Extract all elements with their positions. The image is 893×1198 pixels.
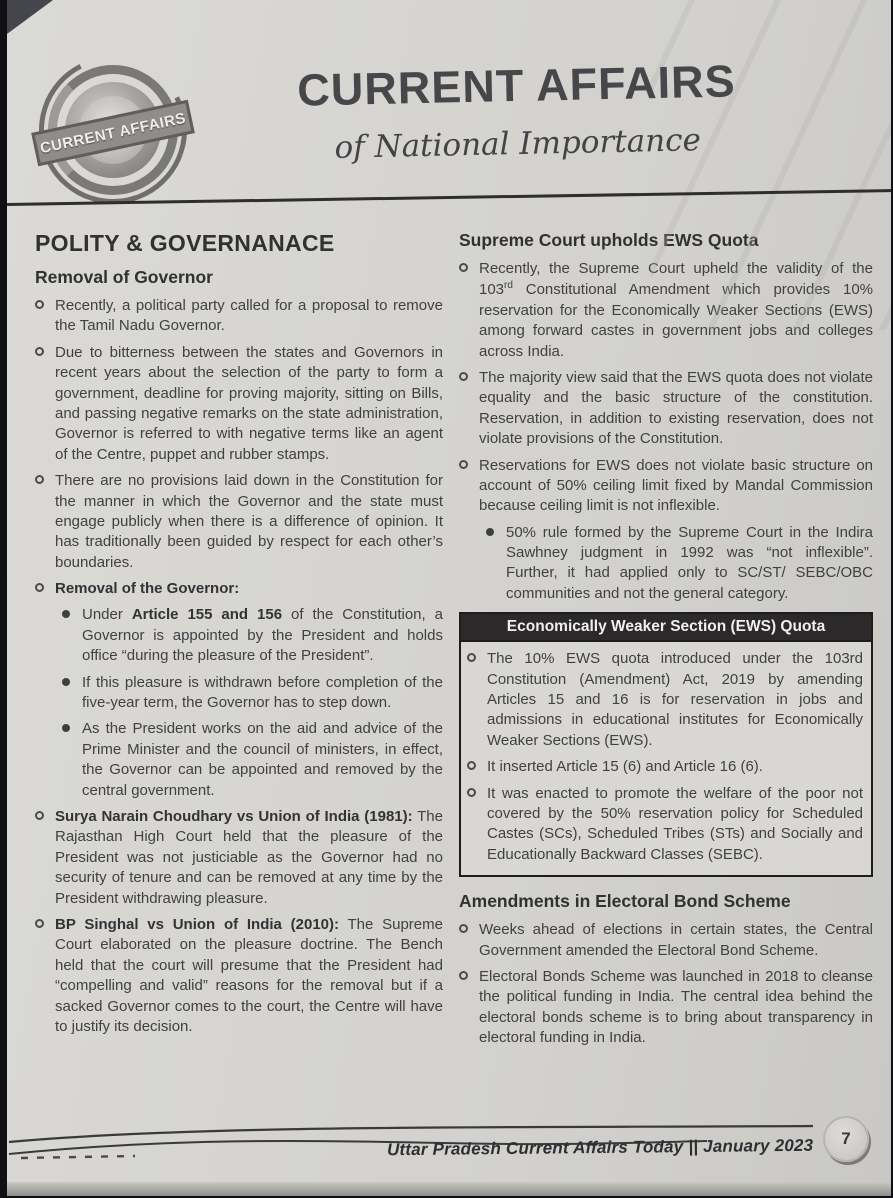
bullet-icon	[35, 579, 55, 599]
bullet-item	[467, 649, 863, 751]
ews-quota-info-box	[459, 612, 873, 877]
bullet-item	[486, 523, 873, 605]
current-affairs-stamp-logo	[39, 56, 187, 204]
bullet-icon	[35, 471, 55, 573]
removal-of-governor-list	[35, 296, 443, 1037]
bullet-text: Due to bitterness between the states and Governors in recent years about the selection of the party to form a government, deadline for proving majority, sitting on Bills, and passing negative remarks on the state administration, Governor is referred to with negative terms like an agent of the Centre, puppet and rubber stamps.	[55, 343, 443, 463]
header-titles	[236, 54, 798, 168]
bullet-item	[35, 471, 443, 573]
bullet-text: Surya Narain Choudhary vs Union of India (1981): The Rajasthan High Court held that the pleasure of the President was not justiciable as the Governor had no security of tenure and can be removed at any time by the President withdrawing pleasure.	[55, 807, 443, 907]
section-title-electoral-bond: Amendments in Electoral Bond Scheme	[459, 891, 791, 912]
bullet-text: 50% rule formed by the Supreme Court in the Indira Sawhney judgment in 1992 was “not inflexible”. Further, it had applied only to SC/ST/ SEBC/OBC communities and not the general category.	[506, 523, 873, 602]
info-box-body	[461, 642, 871, 875]
bullet-text: It was enacted to promote the welfare of the poor not covered by the 50% reservation policy for Scheduled Castes (SCs), Scheduled Tribes (STs) and Socially and Educationally Backward Classes (SEBC).	[487, 784, 863, 863]
bullet-icon	[35, 807, 55, 909]
bullet-text: Weeks ahead of elections in certain states, the Central Government amended the Electoral Bond Scheme.	[479, 921, 873, 959]
bullet-item	[35, 915, 443, 1037]
logo-banner-label: CURRENT AFFAIRS	[31, 100, 195, 167]
bullet-item	[62, 719, 443, 801]
bullet-text: There are no provisions laid down in the Constitution for the manner in which the Governor and the state must engage publicly when there is a difference of opinion. It has traditionally been guided by respect for each other’s boundaries.	[55, 472, 443, 571]
article-columns	[7, 212, 891, 1055]
scan-bottom-shadow	[7, 1182, 891, 1196]
page-number: 7	[841, 1129, 851, 1148]
bullet-icon	[62, 719, 82, 801]
page-subtitle: of National Importance	[334, 122, 702, 166]
scanned-magazine-page	[7, 0, 891, 1196]
bullet-icon	[459, 920, 479, 961]
bullet-icon	[459, 259, 479, 362]
bullet-item	[62, 673, 443, 714]
bullet-item	[467, 757, 863, 777]
page-number-badge	[823, 1116, 869, 1162]
bullet-item	[467, 784, 863, 866]
bullet-text: It inserted Article 15 (6) and Article 16 (6).	[487, 758, 763, 776]
bullet-icon	[62, 605, 82, 666]
bullet-text: The 10% EWS quota introduced under the 103rd Constitution (Amendment) Act, 2019 by amending Articles 15 and 16 is for reservation in jobs and admissions in educational institutes for Economically Weaker Sections (EWS).	[487, 650, 863, 749]
bullet-text: The majority view said that the EWS quota does not violate equality and the basic structure of the constitution. Reservation, in addition to existing reservation, does not violate provisions of the Constitution.	[479, 368, 873, 448]
footer-publication-title: Uttar Pradesh Current Affairs Today || January 2023	[386, 1135, 814, 1160]
info-box-title: Economically Weaker Section (EWS) Quota	[461, 614, 871, 642]
bullet-icon	[459, 456, 479, 517]
bullet-icon	[459, 967, 479, 1049]
bullet-text: BP Singhal vs Union of India (2010): The Supreme Court elaborated on the pleasure doctrine. The Bench held that the court will presume that the President had “compelling and valid” reasons for the removal but if a sacked Governor comes to the court, the Centre will have to justify its decision.	[55, 915, 443, 1035]
bullet-text: Recently, a political party called for a proposal to remove the Tamil Nadu Governor.	[55, 297, 443, 335]
bullet-text: Recently, the Supreme Court upheld the validity of the 103rd Constitutional Amendment which provides 10% reservation for the Economically Weaker Sections (EWS) among forward castes in government jobs and colleges across India.	[479, 260, 873, 360]
bullet-icon	[62, 673, 82, 714]
bullet-item	[35, 296, 443, 337]
bullet-icon	[486, 523, 506, 605]
page-footer	[7, 1108, 891, 1178]
page-header	[7, 0, 891, 212]
bullet-text: Reservations for EWS does not violate basic structure on account of 50% ceiling limit fixed by Mandal Commission because ceiling limit is not inflexible.	[479, 456, 873, 515]
bullet-text: Electoral Bonds Scheme was launched in 2018 to cleanse the political funding in India. The central idea behind the electoral bonds scheme is to bring about transparency in electoral funding in India.	[479, 967, 873, 1047]
electoral-bond-list	[459, 920, 873, 1048]
bullet-icon	[35, 915, 55, 1037]
bullet-icon	[35, 343, 55, 465]
bullet-text: If this pleasure is withdrawn before completion of the five-year term, the Governor has to step down.	[82, 673, 443, 712]
bullet-item	[459, 967, 873, 1049]
right-column	[459, 230, 873, 1055]
bullet-icon	[467, 784, 487, 866]
bullet-item	[35, 579, 443, 599]
bullet-item	[35, 807, 443, 909]
section-title-ews-quota: Supreme Court upholds EWS Quota	[459, 230, 759, 250]
bullet-item	[35, 343, 443, 465]
bullet-icon	[467, 757, 487, 777]
bullet-icon	[467, 649, 487, 751]
subsection-title-removal-of-governor: Removal of Governor	[35, 267, 213, 287]
bullet-text: Removal of the Governor:	[55, 580, 240, 598]
bullet-item	[459, 456, 873, 517]
bullet-item	[459, 368, 873, 450]
bullet-icon	[459, 368, 479, 450]
bullet-text: Under Article 155 and 156 of the Constitution, a Governor is appointed by the President and holds office “during the pleasure of the President”.	[82, 606, 443, 665]
left-column	[35, 230, 443, 1055]
page-title: CURRENT AFFAIRS	[296, 55, 737, 116]
section-title-polity: POLITY & GOVERNANACE	[35, 230, 335, 256]
info-box-list	[467, 649, 863, 865]
bullet-item	[459, 920, 873, 961]
bullet-icon	[35, 296, 55, 337]
bullet-item	[62, 605, 443, 666]
bullet-text: As the President works on the aid and advice of the Prime Minister and the council of ministers, in effect, the Governor can be appointed and removed by the central government.	[82, 720, 443, 799]
